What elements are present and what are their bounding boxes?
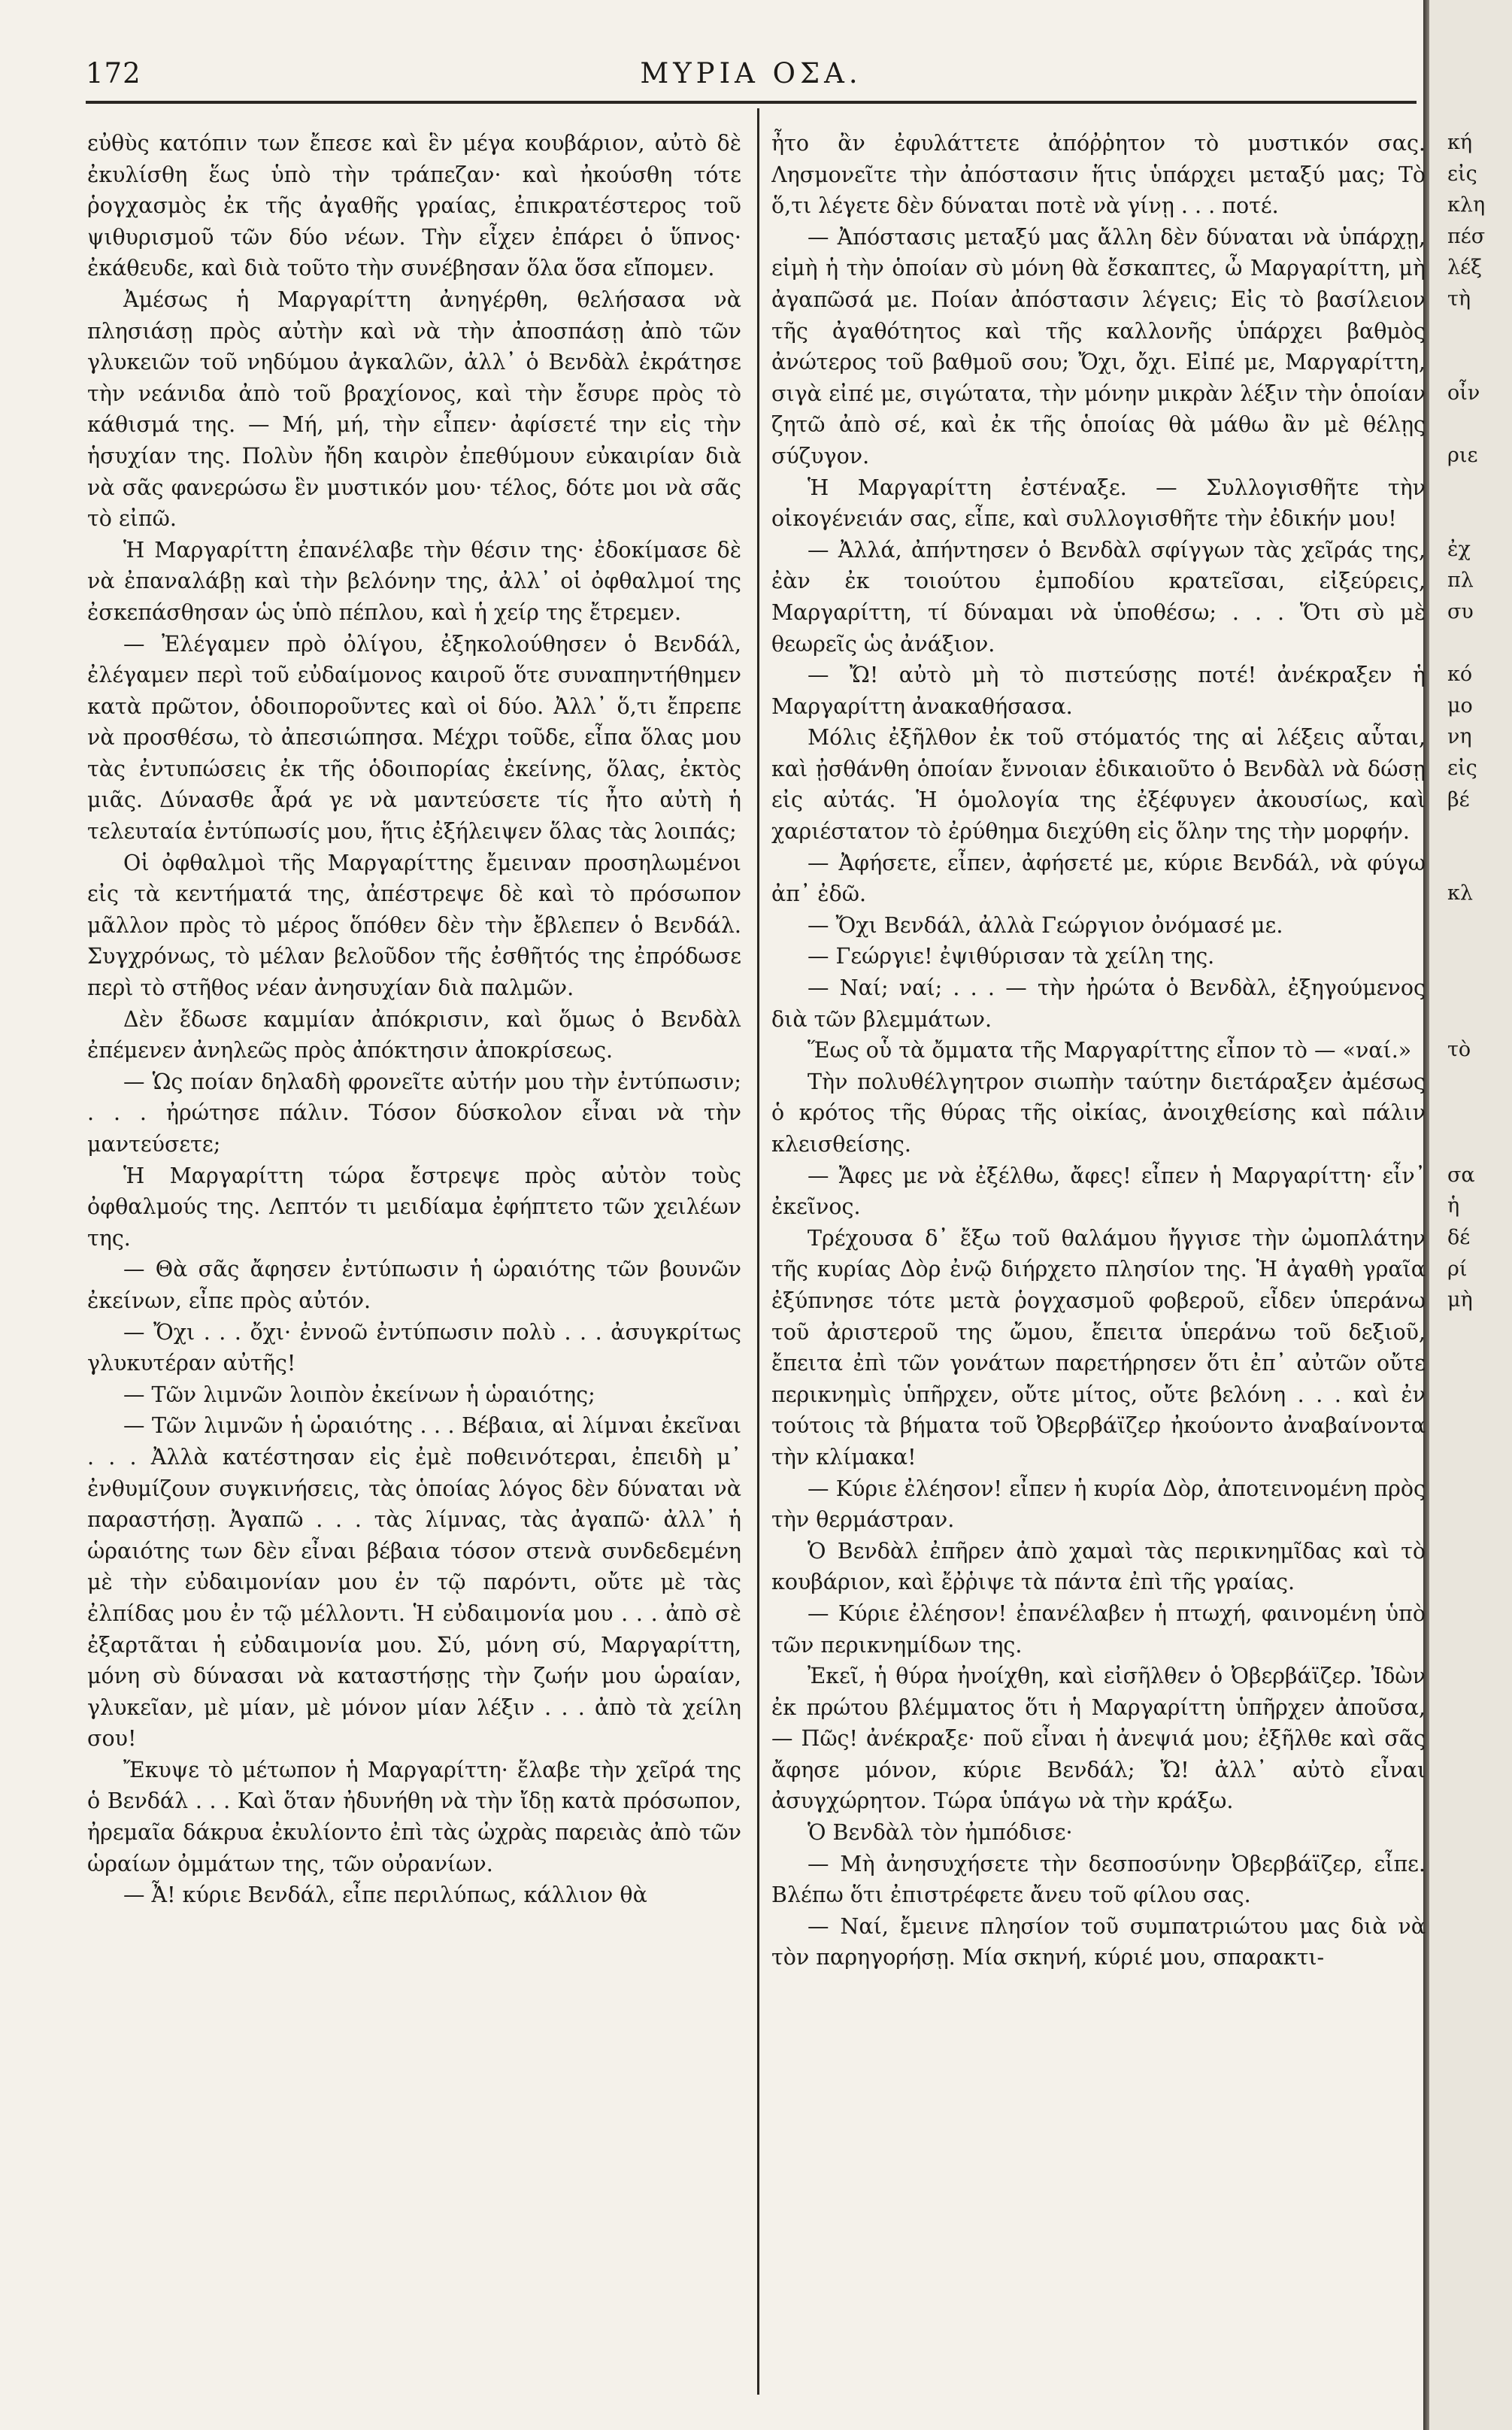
paragraph: Ὁ Βενδὰλ τὸν ἠμπόδισε· [808, 1820, 1073, 1846]
paragraph: — Μὴ ἀνησυχήσετε τὴν δεσποσύνην Ὀβερβάϊζερ, εἶπε. Βλέπω ὅτι ἐπιστρέφετε ἄνευ τοῦ φίλου σας. [771, 1851, 1426, 1908]
adjacent-page-fragment: οἶν [1447, 381, 1480, 405]
paragraph: Ἀμέσως ἡ Μαργαρίττη ἀνηγέρθη, θελήσασα νὰ πλησιάσῃ πρὸς αὐτὴν καὶ νὰ τὴν ἀποσπάσῃ ἀπὸ τῶν γλυκειῶν τοῦ νηδύμου ἀγκαλῶν, ἀλλ᾽ ὁ Βενδὰλ ἐκράτησε τὴν νεάνιδα ἀπὸ τοῦ βραχίονος, καὶ τὴν ἔσυρε πρὸς τὸ κάθισμά της. — Μή, μή, τὴν εἶπεν· ἀφίσετέ την εἰς τὴν ἡσυχίαν της. Πολὺν ἤδη καιρὸν ἐπεθύμουν εὐκαιρίαν διὰ νὰ σᾶς φανερώσω ἓν μυστικόν μου· τέλος, δότε μοι νὰ σᾶς τὸ εἰπῶ. [87, 287, 741, 532]
paragraph: — Γεώργιε! ἐψιθύρισαν τὰ χείλη της. [808, 944, 1215, 969]
paragraph: — Κύριε ἐλέησον! ἐπανέλαβεν ἡ πτωχή, φαινομένη ὑπὸ τῶν περικνημίδων της. [771, 1600, 1426, 1658]
header-rule [86, 101, 1417, 104]
paragraph: Τὴν πολυθέλγητρον σιωπὴν ταύτην διετάραξεν ἀμέσως ὁ κρότος τῆς θύρας τῆς οἰκίας, ἀνοιχθείσης καὶ πάλιν κλεισθείσης. [771, 1069, 1426, 1157]
adjacent-page-fragment: ριε [1447, 444, 1478, 467]
adjacent-page-fragment: πέσ [1447, 224, 1486, 248]
paragraph: — Ἀλλά, ἀπήντησεν ὁ Βενδὰλ σφίγγων τὰς χεῖράς της, ἐὰν ἐκ τοιούτου ἐμποδίου κρατεῖσαι, εἰξεύρεις, Μαργαρίττη, τί δύναμαι νὰ ὑποθέσω; . . . Ὅτι σὺ μὲ θεωρεῖς ὡς ἀνάξιον. [771, 537, 1426, 657]
adjacent-page-fragment: ρί [1447, 1257, 1468, 1281]
adjacent-page-fragment: βέ [1447, 787, 1470, 812]
paragraph: — Κύριε ἐλέησον! εἶπεν ἡ κυρία Δὸρ, ἀποτεινομένη πρὸς τὴν θερμάστραν. [771, 1476, 1426, 1533]
paragraph: Ἡ Μαργαρίττη ἐπανέλαβε τὴν θέσιν της· ἐδοκίμασε δὲ νὰ ἐπαναλάβῃ καὶ τὴν βελόνην της, ἀλλ᾽ οἱ ὀφθαλμοί της ἐσκεπάσθησαν ὡς ὑπὸ πέπλου, καὶ ἡ χείρ της ἔτρεμεν. [87, 537, 741, 625]
paragraph: Οἱ ὀφθαλμοὶ τῆς Μαργαρίττης ἔμειναν προσηλωμένοι εἰς τὰ κεντήματά της, ἀπέστρεψε δὲ καὶ τὸ πρόσωπον μᾶλλον πρὸς τὸ μέρος ὅπόθεν δὲν τὴν ἔβλεπεν ὁ Βενδάλ. Συγχρόνως, τὸ μέλαν βελοῦδον τῆς ἐσθῆτός της ἐπρόδωσε περὶ τὸ στῆθος νέαν ἀνησυχίαν διὰ παλμῶν. [87, 850, 741, 1001]
paragraph: εὐθὺς κατόπιν των ἔπεσε καὶ ἓν μέγα κουβάριον, αὐτὸ δὲ ἐκυλίσθη ἕως ὑπὸ τὴν τράπεζαν· καὶ ἠκούσθη τότε ῥογχασμὸς ἐκ τῆς ἀγαθῆς γραίας, ἐπικρατέστερος τοῦ ψιθυρισμοῦ τῶν δύο νέων. Τὴν εἶχεν ἐπάρει ὁ ὕπνος· ἐκάθευδε, καὶ διὰ τοῦτο τὴν συνέβησαν ὅλα ὅσα εἴπομεν. [87, 131, 741, 281]
paragraph: Τρέχουσα δ᾽ ἔξω τοῦ θαλάμου ἤγγισε τὴν ὠμοπλάτην τῆς κυρίας Δὸρ ἐνῷ διήρχετο πλησίον της. Ἡ ἀγαθὴ γραῖα ἐξύπνησε τότε μετὰ ῥογχασμοῦ φοβεροῦ, εἶδεν ὑπεράνω τοῦ ἀριστεροῦ της ὤμου, ἔπειτα ὑπεράνω τοῦ δεξιοῦ, ἔπειτα ἐπὶ τῶν γονάτων παρετήρησεν ὅτι ἐπ᾽ αὐτῶν οὔτε περικνημὶς ὑπῆρχεν, οὔτε μίτος, οὔτε βελόνη . . . καὶ ἐν τούτοις τὰ βήματα τοῦ Ὀβερβάϊζερ ἠκούοντο ἀναβαίνοντα τὴν κλίμακα! [771, 1225, 1426, 1470]
paragraph: — Θὰ σᾶς ἄφησεν ἐντύπωσιν ἡ ὡραιότης τῶν βουνῶν ἐκείνων, εἶπε πρὸς αὐτόν. [87, 1257, 741, 1313]
paragraph: — Ἐλέγαμεν πρὸ ὀλίγου, ἐξηκολούθησεν ὁ Βενδάλ, ἐλέγαμεν περὶ τοῦ εὐδαίμονος καιροῦ ὅτε συναπηντήθημεν κατὰ πρῶτον, ὁδοιποροῦντες καὶ οἱ δύο. Ἀλλ᾽ ὅ,τι ἔπρεπε νὰ προσθέσω, τὸ ἀπεσιώπησα. Μέχρι τοῦδε, εἶπα ὅλας μου τὰς ἐντυπώσεις ἐκ τῆς ὁδοιπορίας ἐκείνης, ὅλας, ἐκτὸς μιᾶς. Δύνασθε ἆρά γε νὰ μαντεύσετε τίς ἦτο αὐτὴ ἡ τελευταία ἐντύπωσίς μου, ἥτις ἐξήλειψεν ὅλας τὰς λοιπάς; [87, 631, 741, 845]
adjacent-page-fragment: κό [1447, 663, 1473, 687]
paragraph: ἦτο ἂν ἐφυλάττετε ἀπόῤῥητον τὸ μυστικόν σας. Λησμονεῖτε τὴν ἀπόστασιν ἥτις ὑπάρχει μεταξύ μας; Τὸ ὅ,τι λέγετε δὲν δύναται ποτὲ νὰ γίνῃ . . . ποτέ. [771, 131, 1426, 219]
adjacent-page-fragment: μο [1447, 693, 1473, 717]
paragraph: Ὁ Βενδὰλ ἐπῆρεν ἀπὸ χαμαὶ τὰς περικνημῖδας καὶ τὸ κουβάριον, καὶ ἔῤῥιψε τὰ πάντα ἐπὶ τῆς γραίας. [771, 1538, 1426, 1595]
adjacent-page-fragment: ἡ [1447, 1194, 1460, 1218]
paragraph: — Ὄχι . . . ὄχι· ἐννοῶ ἐντύπωσιν πολὺ . . . ἀσυγκρίτως γλυκυτέραν αὐτῆς! [87, 1319, 741, 1376]
column-divider [757, 108, 759, 2395]
paragraph: — Τῶν λιμνῶν λοιπὸν ἐκείνων ἡ ὡραιότης; [123, 1382, 595, 1407]
paragraph: — Ἀφήσετε, εἶπεν, ἀφήσετέ με, κύριε Βενδάλ, νὰ φύγω ἀπ᾽ ἐδῶ. [771, 850, 1426, 907]
adjacent-page-fragment: εἰς [1447, 757, 1477, 780]
adjacent-page-fragment: κή [1447, 131, 1473, 154]
paragraph: — Ὡς ποίαν δηλαδὴ φρονεῖτε αὐτήν μου τὴν ἐντύπωσιν; . . . ἠρώτησε πάλιν. Τόσον δύσκολον εἶναι νὰ τὴν μαντεύσετε; [87, 1069, 741, 1157]
paragraph: — Ὄχι Βενδάλ, ἀλλὰ Γεώργιον ὀνόμασέ με. [808, 912, 1283, 938]
adjacent-page-edge [1429, 0, 1512, 2430]
paragraph: — Ὤ! αὐτὸ μὴ τὸ πιστεύσῃς ποτέ! ἀνέκραξεν ἡ Μαργαρίττη ἀνακαθήσασα. [771, 663, 1426, 719]
left-column [87, 128, 741, 2392]
adjacent-page-fragment: δέ [1447, 1226, 1471, 1249]
adjacent-page-fragment: μὴ [1447, 1288, 1473, 1312]
adjacent-page-fragment: σα [1447, 1163, 1475, 1187]
paragraph: Μόλις ἐξῆλθον ἐκ τοῦ στόματός της αἱ λέξεις αὗται, καὶ ᾐσθάνθη ὁποίαν ἔννοιαν ἐδικαιοῦτο ὁ Βενδὰλ νὰ δώσῃ εἰς αὐτάς. Ἡ ὁμολογία της ἐξέφυγεν ἀκουσίως, καὶ χαριέστατον τὸ ἐρύθημα διεχύθη εἰς ὅλην της τὴν μορφήν. [771, 725, 1426, 845]
paragraph: Ἡ Μαργαρίττη τώρα ἔστρεψε πρὸς αὐτὸν τοὺς ὀφθαλμούς της. Λεπτόν τι μειδίαμα ἐφήπτετο τῶν χειλέων της. [87, 1163, 741, 1251]
paragraph: Ἐκεῖ, ἡ θύρα ἠνοίχθη, καὶ εἰσῆλθεν ὁ Ὀβερβάϊζερ. Ἰδὼν ἐκ πρώτου βλέμματος ὅτι ἡ Μαργαρίττη ὑπῆρχεν ἀποῦσα, — Πῶς! ἀνέκραξε· ποῦ εἶναι ἡ ἀνεψιά μου; ἐξῆλθε καὶ σᾶς ἄφησε μόνον, κύριε Βενδάλ; Ὤ! ἀλλ᾽ αὐτὸ εἶναι ἀσυγχώρητον. Τώρα ὑπάγω νὰ τὴν κράξω. [771, 1664, 1426, 1814]
adjacent-page-fragment: λέξ [1447, 256, 1482, 280]
paragraph: — Ἆ! κύριε Βενδάλ, εἶπε περιλύπως, κάλλιον θὰ [123, 1882, 647, 1908]
adjacent-page-fragment: κλ [1447, 881, 1473, 906]
adjacent-page-fragment: κλη [1447, 193, 1486, 217]
paragraph: Ἕως οὗ τὰ ὄμματα τῆς Μαργαρίττης εἶπον τὸ — «ναί.» [808, 1038, 1412, 1063]
running-title: ΜΥΡΙΑ ΟΣΑ. [640, 57, 862, 89]
paragraph: Δὲν ἔδωσε καμμίαν ἀπόκρισιν, καὶ ὅμως ὁ Βενδὰλ ἐπέμενεν ἀνηλεῶς πρὸς ἀπόκτησιν ἀποκρίσεως. [87, 1006, 741, 1063]
adjacent-page-fragment: νη [1447, 725, 1472, 749]
adjacent-page-fragment: συ [1447, 600, 1474, 623]
paragraph: Ἔκυψε τὸ μέτωπον ἡ Μαργαρίττη· ἔλαβε τὴν χεῖρά της ὁ Βενδάλ . . . Καὶ ὅταν ἠδυνήθη νὰ τὴν ἴδῃ κατὰ πρόσωπον, ἠρεμαῖα δάκρυα ἐκυλίοντο ἐπὶ τὰς ὠχρὰς παρειὰς ἀπὸ τῶν ὡραίων ὀμμάτων της, τῶν οὐρανίων. [87, 1757, 741, 1876]
adjacent-page-fragment: τὴ [1447, 287, 1471, 311]
paragraph: — Ναί, ἔμεινε πλησίον τοῦ συμπατριώτου μας διὰ νὰ τὸν παρηγορήσῃ. Μία σκηνή, κύριέ μου, σπαρακτι- [771, 1913, 1426, 1970]
paragraph: — Ἀπόστασις μεταξύ μας ἄλλη δὲν δύναται νὰ ὑπάρχῃ, εἰμὴ ἡ τὴν ὁποίαν σὺ μόνη θὰ ἔσκαπτες, ὦ Μαργαρίττη, μὴ ἀγαπῶσά με. Ποίαν ἀπόστασιν λέγεις; Εἰς τὸ βασίλειον τῆς ἀγαθότητος καὶ τῆς καλλονῆς ὑπάρχει βαθμὸς ἀνώτερος τοῦ βαθμοῦ σου; Ὄχι, ὄχι. Εἰπέ με, Μαργαρίττη, σιγὰ εἰπέ με, σιγώτατα, τὴν μόνην μικρὰν λέξιν τὴν ὁποίαν ζητῶ ἀπὸ σέ, καὶ ἐκ τῆς ὁποίας θὰ μάθω ἂν μὲ θέλῃς σύζυγον. [771, 224, 1426, 469]
adjacent-page-fragment: τὸ [1447, 1038, 1471, 1062]
page-number: 172 [86, 57, 141, 89]
adjacent-page-fragment: εἰς [1447, 162, 1477, 186]
paragraph: Ἡ Μαργαρίττη ἐστέναξε. — Συλλογισθῆτε τὴν οἰκογένειάν σας, εἶπε, καὶ συλλογισθῆτε τὴν ἐδικήν μου! [771, 475, 1426, 532]
adjacent-page-fragment: πλ [1447, 569, 1474, 593]
paragraph: — Τῶν λιμνῶν ἡ ὡραιότης . . . Βέβαια, αἱ λίμναι ἐκεῖναι . . . Ἀλλὰ κατέστησαν εἰς ἐμὲ ποθεινότεραι, ἐπειδὴ μ᾽ ἐνθυμίζουν συγκινήσεις, τὰς ὁποίας λόγος δὲν δύναται νὰ παραστήσῃ. Ἀγαπῶ . . . τὰς λίμνας, τὰς ἀγαπῶ· ἀλλ᾽ ἡ ὡραιότης των δὲν εἶναι βέβαια τόσον στενὰ συνδεδεμένη μὲ τὴν εὐδαιμονίαν μου ἐν τῷ παρόντι, οὔτε μὲ τὰς ἐλπίδας μου ἐν τῷ μέλλοντι. Ἡ εὐδαιμονία μου . . . ἀπὸ σὲ ἐξαρτᾶται ἡ εὐδαιμονία μου. Σύ, μόνη σύ, Μαργαρίττη, μόνη σὺ δύνασαι νὰ καταστήσῃς τὴν ζωήν μου ὡραίαν, γλυκεῖαν, μὲ μίαν, μὲ μόνον μίαν λέξιν . . . ἀπὸ τὰ χείλη σου! [87, 1413, 741, 1752]
page-header [86, 51, 1417, 96]
paragraph: — Ναί; ναί; . . . — τὴν ἠρώτα ὁ Βενδὰλ, ἐξηγούμενος διὰ τῶν βλεμμάτων. [771, 975, 1426, 1032]
paragraph: — Ἄφες με νὰ ἐξέλθω, ἄφες! εἶπεν ἡ Μαργαρίττη· εἶν᾽ ἐκεῖνος. [771, 1163, 1426, 1220]
right-column [771, 128, 1426, 2392]
adjacent-page-fragment: ἐχ [1447, 537, 1471, 561]
